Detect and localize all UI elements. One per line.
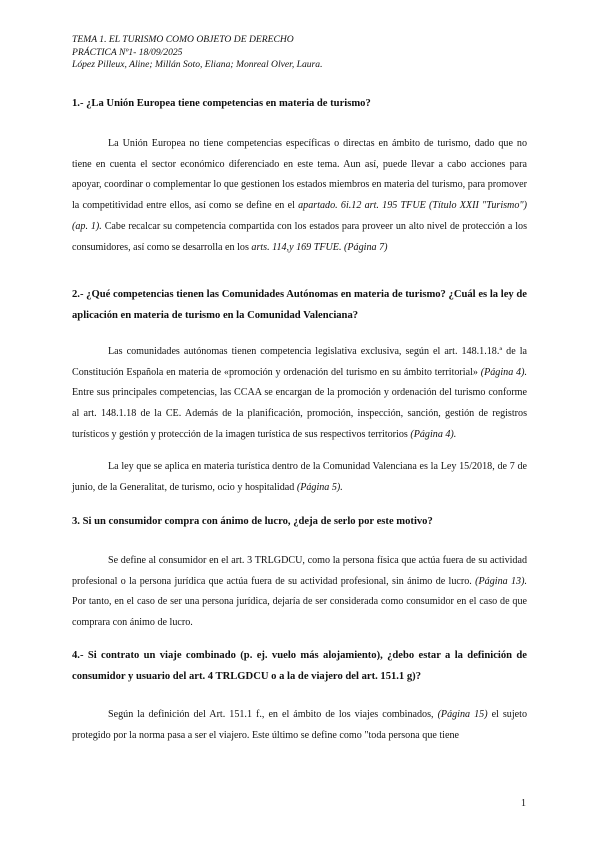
answer-4-paragraph xyxy=(72,705,527,746)
answer-3-ref: (Página 13). xyxy=(475,575,527,587)
question-2-title: 2.- ¿Qué competencias tienen las Comunidades Autónomas en materia de turismo? ¿Cuál es la ley de aplicación en materia de turismo en la Comunidad Valenciana? xyxy=(72,289,527,321)
question-3-title: 3. Si un consumidor compra con ánimo de lucro, ¿deja de serlo por este motivo? xyxy=(72,516,433,527)
document-header xyxy=(72,34,322,72)
answer-2-text-a: Las comunidades autónomas tienen competencia legislativa exclusiva, según el art. 148.1.18.ª de la Constitución Española en materia de «promoción y ordenación del turismo en su ámbito territorial» xyxy=(72,346,527,378)
question-1-title: 1.- ¿La Unión Europea tiene competencias en materia de turismo? xyxy=(72,98,371,109)
answer-3-paragraph xyxy=(72,551,527,634)
header-authors: López Pilleux, Aline; Millán Soto, Eliana; Monreal Olver, Laura. xyxy=(72,59,323,70)
answer-1-ref-2: arts. 114,y 169 TFUE. (Página 7) xyxy=(251,241,388,253)
answer-2-paragraph-2 xyxy=(72,457,527,498)
answer-2-paragraph-1 xyxy=(72,342,527,446)
header-practice: PRÁCTICA Nº1- 18/09/2025 xyxy=(72,46,183,58)
answer-1-paragraph xyxy=(72,134,527,258)
answer-2-text-c: La ley que se aplica en materia turística dentro de la Comunidad Valenciana es la Ley 15/2018, de 7 de junio, de la Generalitat, de turismo, ocio y hospitalidad xyxy=(72,461,527,493)
answer-3-text-a: Se define al consumidor en el art. 3 TRLGDCU, como la persona física que actúa fuera de su actividad profesional o la persona jurídica que actúa fuera de su actividad profesional, sin ánimo de lucro. xyxy=(72,555,527,587)
answer-4-text-b: el sujeto protegido por la norma pasa a ser el viajero. Este último se define como "toda persona que tiene xyxy=(72,709,527,741)
header-topic: TEMA 1. EL TURISMO COMO OBJETO DE DERECHO xyxy=(72,34,294,45)
answer-2-text-b: Entre sus principales competencias, las CCAA se encargan de la promoción y ordenación del turismo conforme al art. 148.1.18 de la CE. Además de la planificación, promoción, inspección, sanción, gestión de registros turísticos y gestión y protección de la imagen turística de sus respectivos territorios xyxy=(72,387,527,440)
answer-1-text-b: Cabe recalcar su competencia compartida con los estados para proveer un alto nivel de protección a los consumidores, así como se desarrolla en los xyxy=(72,220,528,253)
answer-1-ref-1: apartado. 6i.12 art. 195 TFUE (Título XXII "Turismo") (ap. 1). xyxy=(72,200,527,232)
answer-2-ref-2: (Página 4). xyxy=(410,428,457,440)
answer-4-ref: (Página 15) xyxy=(437,709,488,720)
answer-3-text-b: Por tanto, en el caso de ser una persona jurídica, dejaría de ser considerada como consumidor en el caso de que comprara con ánimo de lucro. xyxy=(72,596,527,629)
answer-4-text-a: Según la definición del Art. 151.1 f., en el ámbito de los viajes combinados, xyxy=(108,709,438,720)
question-4-title: 4.- Si contrato un viaje combinado (p. ej. vuelo más alojamiento), ¿debo estar a la definición de consumidor y usuario del art. 4 TRLGDCU o a la de viajero del art. 151.1 g)? xyxy=(72,650,527,682)
page-number: 1 xyxy=(521,798,526,809)
answer-1-text-a: La Unión Europea no tiene competencias específicas o directas en ámbito de turismo, dado que no tiene en cuenta el sector económico diferenciado en este tema. Aun así, puede llevar a cabo acciones para apoyar, coordinar o complementar lo que gestionen los estados miembros en materia del turismo, para promover la competitividad entre ellos, así como se define en el xyxy=(72,138,527,212)
answer-2-ref-1: (Página 4). xyxy=(480,366,527,378)
answer-2-ref-3: (Página 5). xyxy=(296,481,343,493)
